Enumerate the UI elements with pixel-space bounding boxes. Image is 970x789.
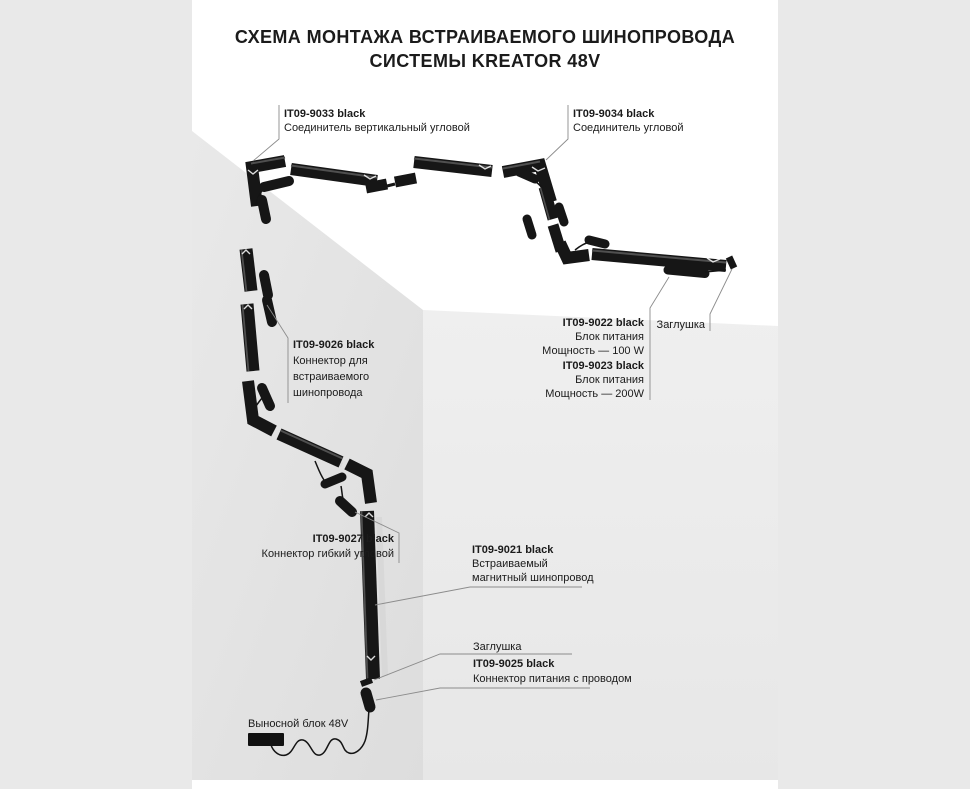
label-9023-line2: Мощность — 200W — [545, 388, 644, 400]
label-9026-line3: шинопровода — [293, 387, 363, 399]
remote-driver-block — [248, 733, 284, 746]
label-9022-line2: Мощность — 100 W — [542, 345, 644, 357]
label-9034-code: IT09-9034 black — [573, 108, 655, 120]
connector-pill-9026 — [264, 275, 268, 295]
label-9021-line2: магнитный шинопровод — [472, 572, 594, 584]
label-end-cap-bottom: Заглушка — [473, 641, 522, 653]
label-end-cap-right: Заглушка — [656, 319, 705, 331]
page-title-line2: СИСТЕМЫ KREATOR 48V — [369, 51, 601, 71]
label-9021-code: IT09-9021 black — [472, 544, 554, 556]
label-9027-name: Коннектор гибкий угловой — [261, 548, 394, 560]
label-9023-line1: Блок питания — [575, 374, 644, 386]
label-9026-line1: Коннектор для — [293, 355, 368, 367]
label-9021-line1: Встраиваемый — [472, 558, 548, 570]
label-9026-code: IT09-9026 black — [293, 339, 375, 351]
page-title-line1: СХЕМА МОНТАЖА ВСТРАИВАЕМОГО ШИНОПРОВОДА — [234, 27, 736, 47]
connector-pill — [519, 172, 535, 179]
connector-pill — [262, 200, 266, 219]
label-9033-name: Соединитель вертикальный угловой — [284, 122, 470, 134]
connector-pill — [559, 207, 564, 222]
label-9034-name: Соединитель угловой — [573, 122, 684, 134]
power-feed-connector-part — [366, 689, 370, 707]
label-9022-line1: Блок питания — [575, 331, 644, 343]
label-9023-code: IT09-9023 black — [562, 360, 644, 372]
end-cap-bottom-part — [361, 680, 372, 684]
label-9027-code: IT09-9027 black — [312, 533, 394, 545]
label-remote-driver: Выносной блок 48V — [248, 718, 349, 730]
connector-pill — [589, 240, 605, 244]
connector-pill — [527, 219, 532, 235]
label-9025-code: IT09-9025 black — [473, 658, 555, 670]
label-9025-name: Коннектор питания с проводом — [473, 673, 632, 685]
label-9026-line2: встраиваемого — [293, 371, 370, 383]
end-cap-right-part — [729, 257, 734, 268]
label-9033-code: IT09-9033 black — [284, 108, 366, 120]
label-9022-code: IT09-9022 black — [562, 317, 644, 329]
connector-pill — [264, 181, 289, 187]
